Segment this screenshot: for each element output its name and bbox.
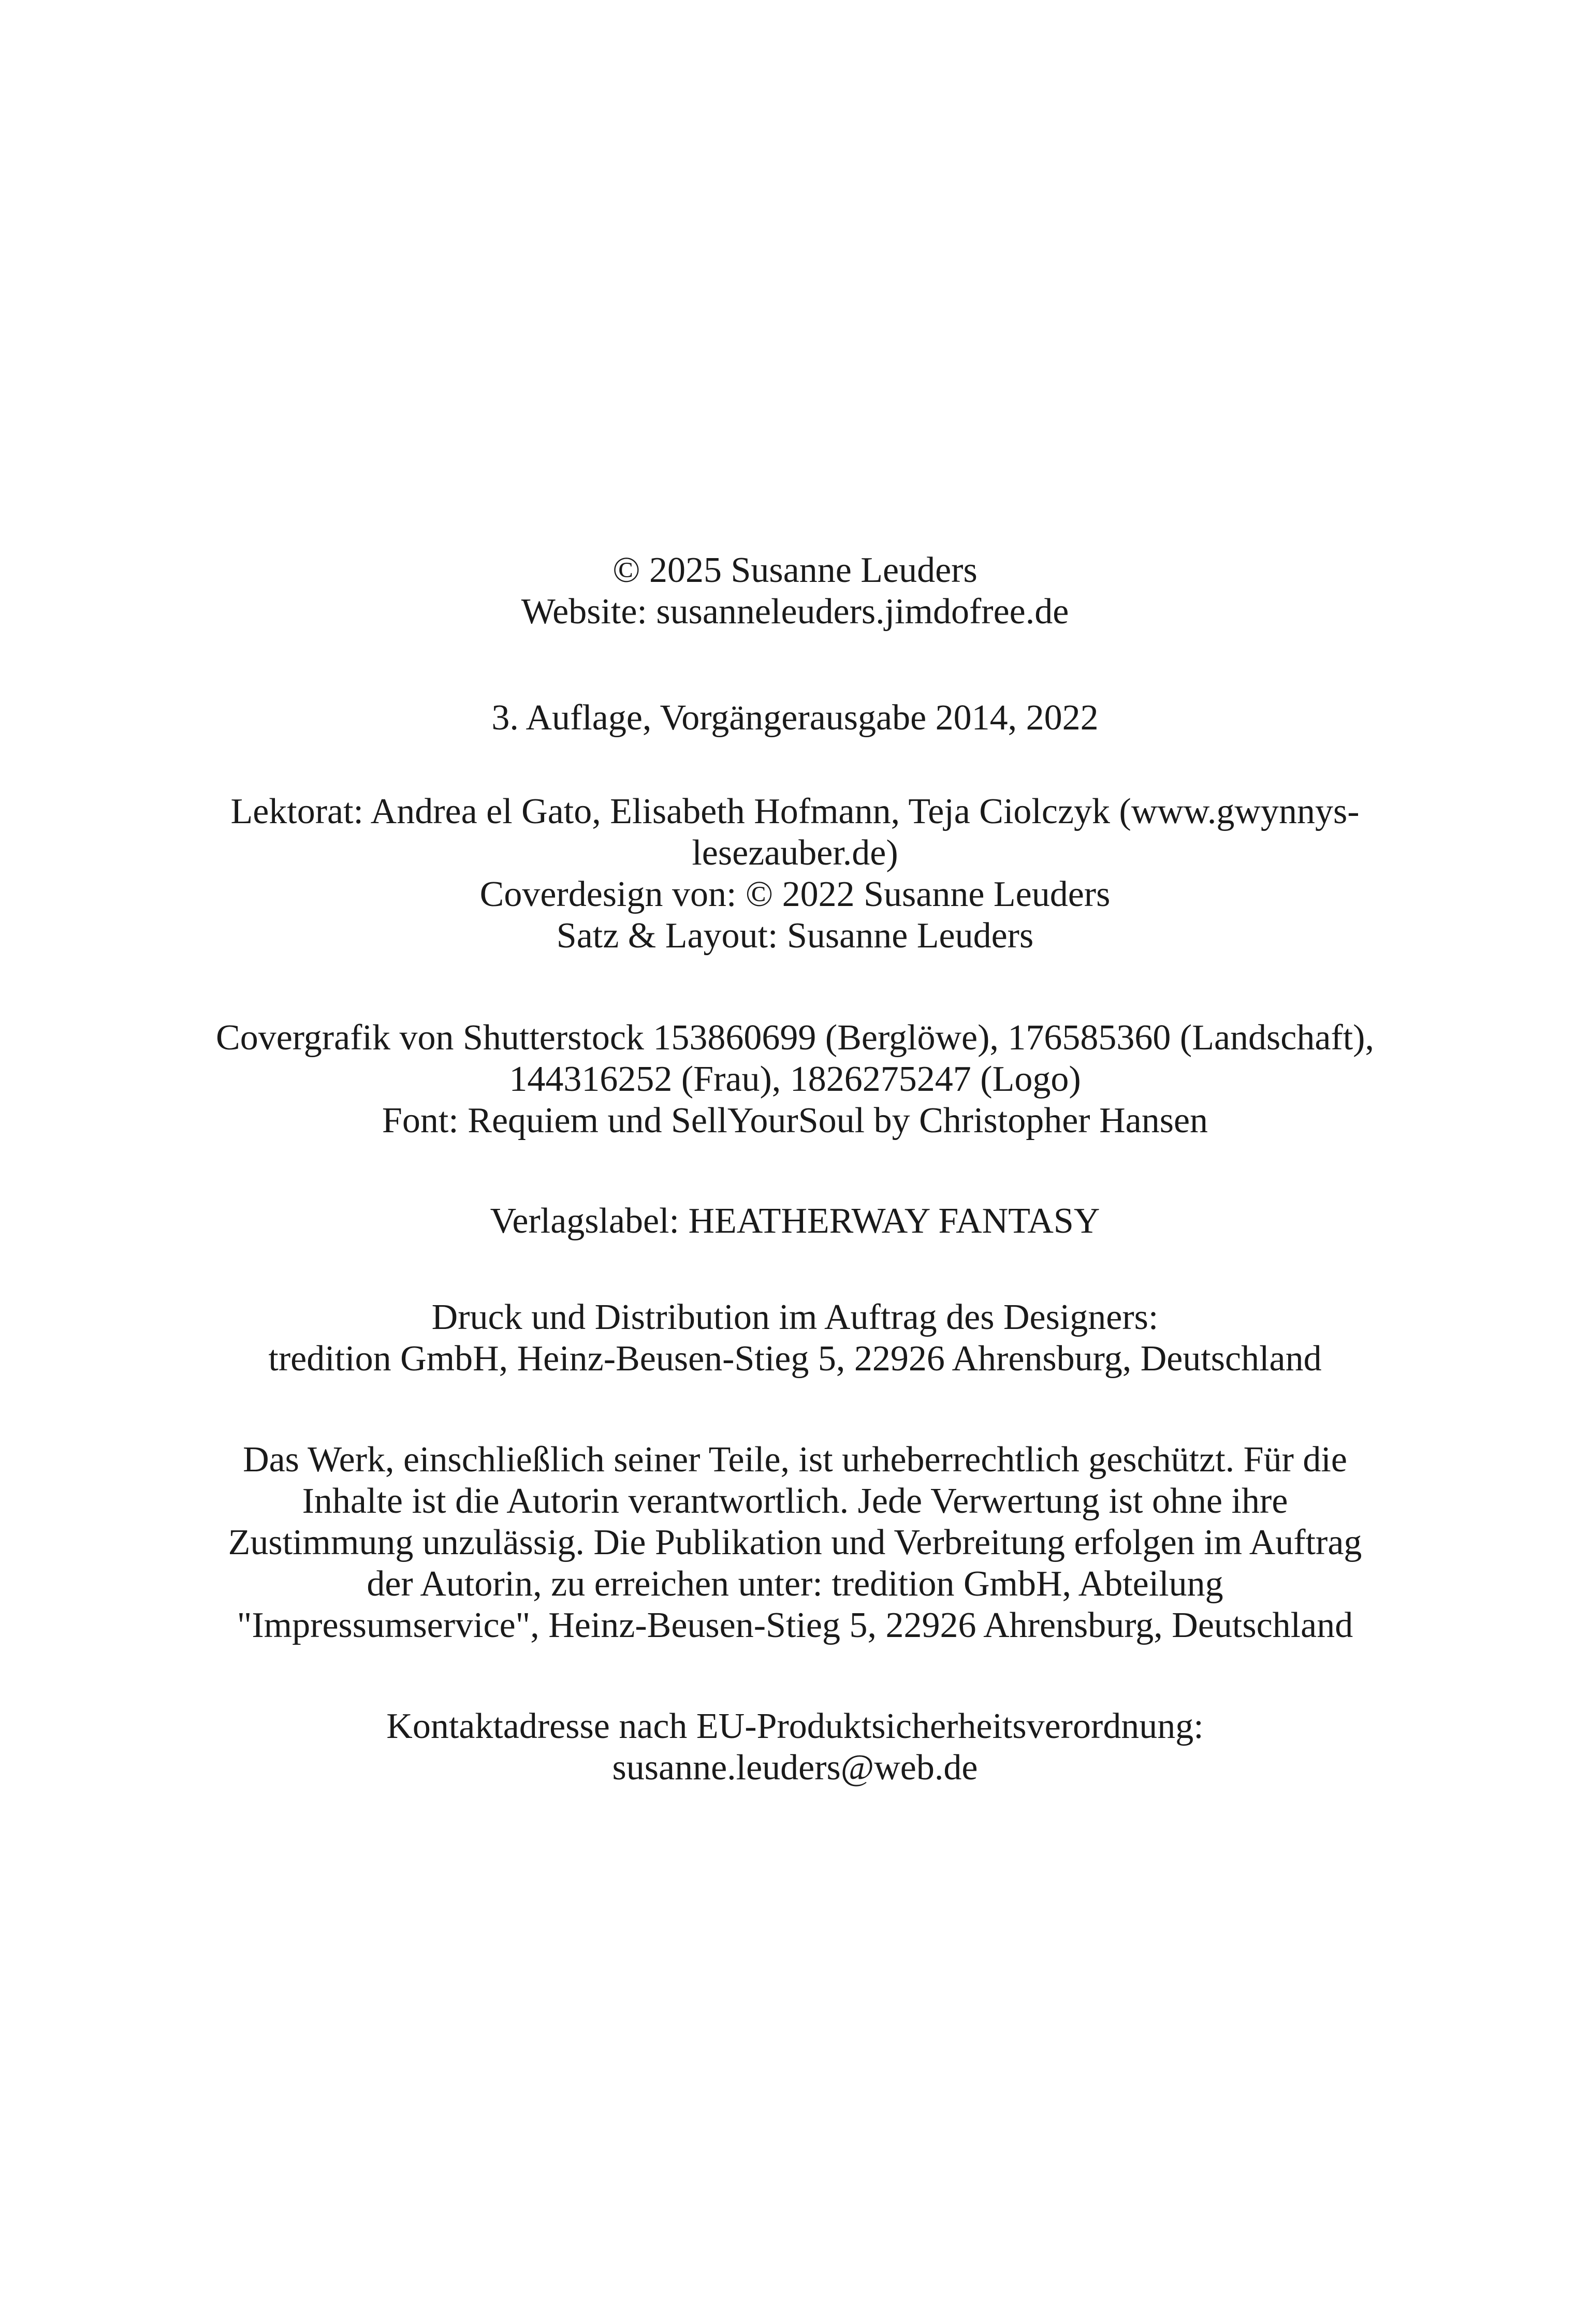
contact-email: susanne.leuders@web.de — [612, 1748, 978, 1788]
copyright-line: © 2025 Susanne Leuders — [612, 550, 978, 590]
rights-line-5: "Impressumservice", Heinz-Beusen-Stieg 5, 22926 Ahrensburg, Deutschland — [237, 1605, 1353, 1645]
rights-line-2: Inhalte ist die Autorin verantwortlich. Jede Verwertung ist ohne ihre — [302, 1481, 1288, 1521]
font-credit-line: Font: Requiem und SellYourSoul by Christopher Hansen — [382, 1101, 1208, 1141]
druck-line-2: tredition GmbH, Heinz-Beusen-Stieg 5, 22926 Ahrensburg, Deutschland — [268, 1339, 1322, 1379]
contact-line-1: Kontaktadresse nach EU-Produktsicherheitsverordnung: — [386, 1706, 1204, 1746]
druck-line-1: Druck und Distribution im Auftrag des Designers: — [431, 1297, 1159, 1337]
rights-line-3: Zustimmung unzulässig. Die Publikation und Verbreitung erfolgen im Auftrag — [228, 1523, 1362, 1562]
edition-line: 3. Auflage, Vorgängerausgabe 2014, 2022 — [491, 698, 1099, 738]
satz-layout-line: Satz & Layout: Susanne Leuders — [556, 916, 1034, 956]
website-line: Website: susanneleuders.jimdofree.de — [521, 592, 1069, 632]
coverdesign-line: Coverdesign von: © 2022 Susanne Leuders — [479, 874, 1111, 914]
lektorat-line-1: Lektorat: Andrea el Gato, Elisabeth Hofmann, Teja Ciolczyk (www.gwynnys- — [230, 792, 1360, 831]
rights-line-4: der Autorin, zu erreichen unter: tredition GmbH, Abteilung — [367, 1564, 1223, 1604]
rights-line-1: Das Werk, einschließlich seiner Teile, ist urheberrechtlich geschützt. Für die — [243, 1440, 1347, 1480]
covergrafik-line-2: 144316252 (Frau), 1826275247 (Logo) — [509, 1059, 1081, 1099]
covergrafik-line-1: Covergrafik von Shutterstock 153860699 (Berglöwe), 176585360 (Landschaft), — [216, 1018, 1374, 1058]
verlagslabel-line: Verlagslabel: HEATHERWAY FANTASY — [490, 1201, 1100, 1241]
lektorat-line-2: lesezauber.de) — [692, 833, 898, 873]
